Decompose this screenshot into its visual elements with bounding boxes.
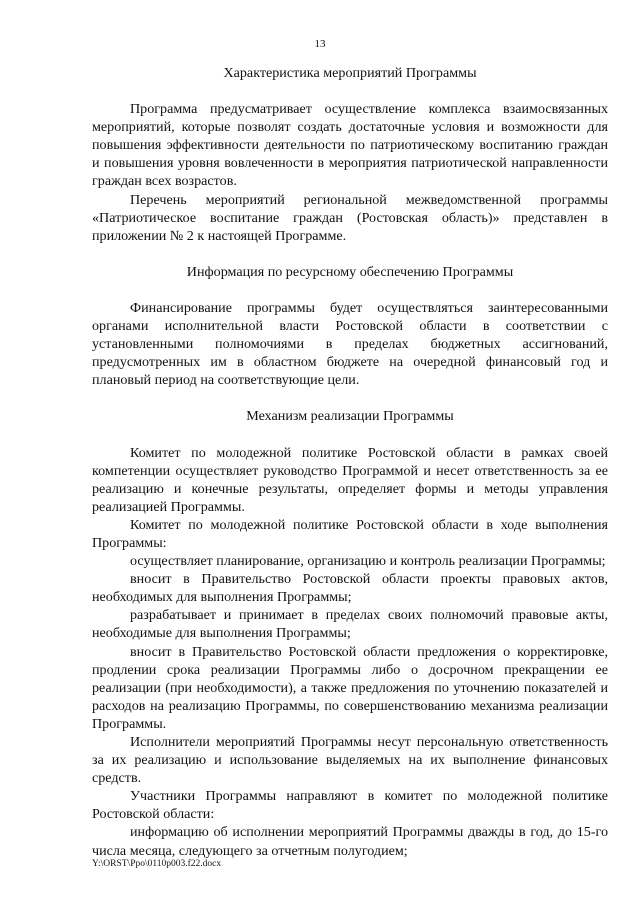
paragraph: Программа предусматривает осуществление комплекса взаимосвязанных мероприятий, которые позволят создать достаточные условия и возможности для повышения эффективности деятельности по патриотическому воспитанию граждан и повышения уровня вовлеченности в мероприятия патриотической направленности граждан всех возрастов. bbox=[92, 101, 608, 190]
document-body bbox=[92, 64, 608, 860]
paragraph: Перечень мероприятий региональной межведомственной программы «Патриотическое воспитание граждан (Ростовская область)» представлен в приложении № 2 к настоящей Программе. bbox=[92, 191, 608, 244]
paragraph: информацию об исполнении мероприятий Программы дважды в год, до 15-го числа месяца, следующего за отчетным полугодием; bbox=[92, 824, 608, 859]
paragraph: осуществляет планирование, организацию и контроль реализации Программы; bbox=[130, 553, 606, 570]
section-heading-mechanism: Механизм реализации Программы bbox=[246, 408, 454, 425]
paragraph: Участники Программы направляют в комитет по молодежной политике Ростовской области: bbox=[92, 788, 608, 823]
paragraph: Комитет по молодежной политике Ростовской области в рамках своей компетенции осуществляет руководство Программой и несет ответственность за ее реализацию и конечные результаты, определяет формы и методы управления реализацией Программы. bbox=[92, 444, 608, 515]
paragraph: вносит в Правительство Ростовской области предложения о корректировке, продлении срока реализации Программы либо о досрочном прекращении ее реализации (при необходимости), а также предложения по уточнению показателей и расходов на реализацию Программы, по совершенствованию механизма реализации Программы. bbox=[92, 643, 608, 732]
paragraph: Комитет по молодежной политике Ростовской области в ходе выполнения Программы: bbox=[92, 516, 608, 551]
paragraph: Финансирование программы будет осуществляться заинтересованными органами исполнительной власти Ростовской области в соответствии с установленными полномочиями в пределах бюджетных ассигнований, предусмотренных им в областном бюджете на очередной финансовый год и плановый период на соответствующие цели. bbox=[92, 299, 608, 389]
page-number: 13 bbox=[314, 38, 326, 50]
section-heading-resources: Информация по ресурсному обеспечению Программы bbox=[186, 263, 514, 280]
paragraph: разрабатывает и принимает в пределах своих полномочий правовые акты, необходимые для выполнения Программы; bbox=[92, 607, 608, 642]
file-path-footer: Y:\ORST\Ppo\0110p003.f22.docx bbox=[92, 859, 222, 869]
paragraph: Исполнители мероприятий Программы несут персональную ответственность за их реализацию и использование выделяемых на их выполнение финансовых средств. bbox=[92, 734, 608, 787]
section-heading-activities: Характеристика мероприятий Программы bbox=[223, 65, 477, 81]
paragraph: вносит в Правительство Ростовской области проекты правовых актов, необходимых для выполнения Программы; bbox=[92, 571, 608, 606]
